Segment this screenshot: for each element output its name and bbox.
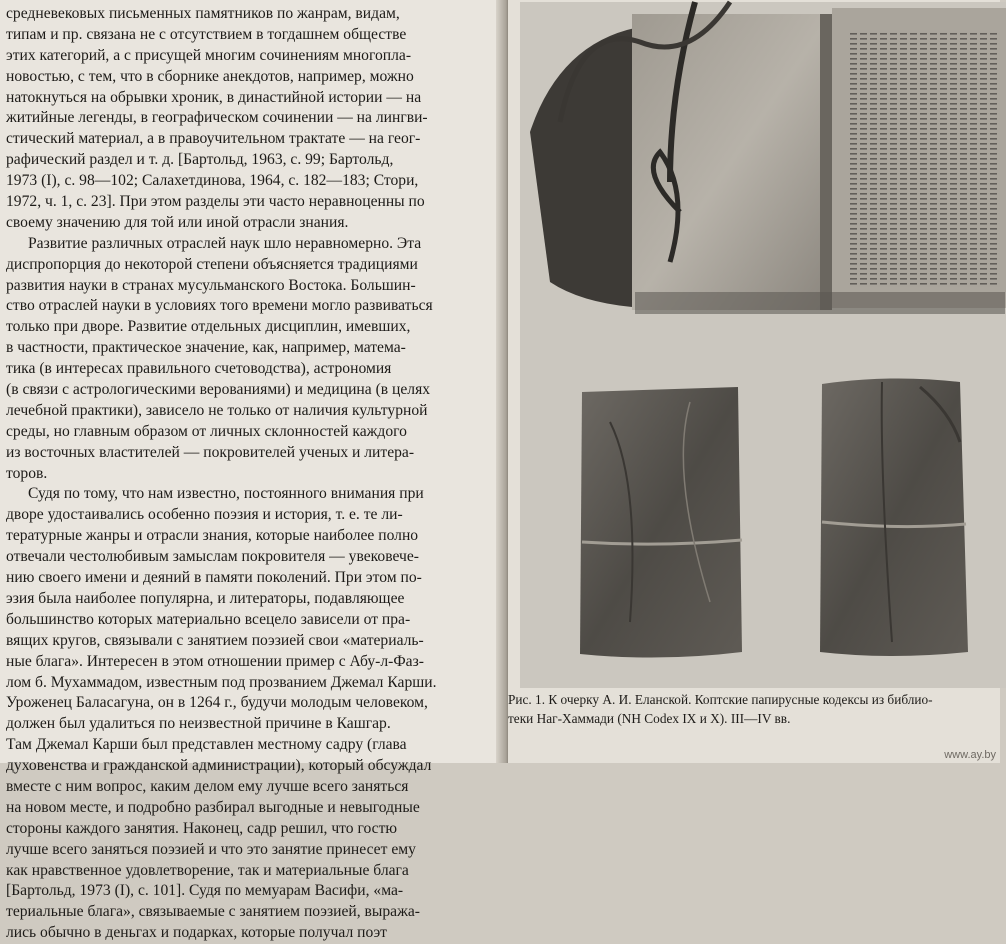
text-line: из восточных властителей — покровителей ученых и литера- [6,443,415,461]
text-line: типам и пр. связана не с отсутствием в тогдашнем обществе [6,25,407,43]
right-page [508,0,1000,763]
text-line: лись обычно в деньгах и подарках, которые получал поэт [6,924,387,942]
caption-line: теки Наг-Хаммади (NH Codex IX и X). III—IV вв. [508,711,791,726]
text-line: 1972, ч. 1, с. 23]. При этом разделы эти часто неравноценны по [6,193,425,211]
text-line: ные блага». Интересен в этом отношении пример с Абу-л-Фаз- [6,652,424,670]
text-line: териальные блага», связываемые с занятием поэзией, выража- [6,903,420,921]
text-line: стический материал, а в правоучительном трактате — на геог- [6,130,421,148]
text-line: житийные легенды, в географическом сочинении — на лингви- [6,109,428,127]
text-line: средневековых письменных памятников по жанрам, видам, [6,5,400,22]
text-line: этих категорий, а с присущей многим сочинениям многопла- [6,46,412,64]
text-line: Развитие различных отраслей наук шло неравномерно. Эта [28,234,422,252]
text-line: в частности, практическое значение, как, например, матема- [6,339,406,357]
text-line: отвечали честолюбивым замыслам покровителя — увековече- [6,548,419,566]
text-line: вящих кругов, связывали с занятием поэзией свои «материаль- [6,631,424,649]
text-line: новостью, с тем, что в сборнике анекдотов, например, можно [6,67,414,85]
codices-photo [520,2,1006,688]
codex-ix [580,387,742,658]
text-line: своему значению для той или иной отрасли знания. [6,213,349,231]
text-line: большинство которых материально всецело зависели от пра- [6,610,411,628]
text-line: дворе удостаивались особенно поэзия и история, т. е. те ли- [6,506,403,524]
text-line: на новом месте, и подробно разбирал выгодные и невыгодные [6,798,420,816]
text-line: только при дворе. Развитие отдельных дисциплин, имевших, [6,318,411,336]
text-line: эзия была наиболее популярна, и литераторы, подавляющее [6,589,405,607]
codex-x [820,378,968,656]
codex-open [530,2,1006,314]
text-line: Судя по тому, что нам известно, постоянного внимания при [28,485,424,503]
photo-plate [520,2,1006,688]
text-line: тика (в интересах правильного счетоводства), астрономия [6,360,392,378]
text-line: (в связи с астрологическими верованиями) и медицина (в целях [6,381,431,399]
watermark: www.ay.by [944,749,996,761]
body-text [6,4,492,944]
text-line: нию своего имени и деяний в памяти поколений. При этом по- [6,569,422,587]
text-line: лечебной практики), зависело не только от наличия культурной [6,401,428,419]
text-line: диспропорция до некоторой степени объясняется традициями [6,255,418,273]
text-line: лучше всего заняться поэзией и что это занятие принесет ему [6,840,416,858]
text-line: рафический раздел и т. д. [Бартольд, 1963, с. 99; Бартольд, [6,151,394,169]
text-line: 1973 (I), с. 98—102; Салахетдинова, 1964, с. 182—183; Стори, [6,172,419,190]
caption-line: Рис. 1. К очерку А. И. Еланской. Коптские папирусные кодексы из библио- [508,692,933,707]
text-line: Там Джемал Карши был представлен местному садру (глава [6,736,407,754]
text-line: ство отраслей науки в условиях того времени могло развиваться [6,297,433,315]
text-line: тературные жанры и отрасли знания, которые наиболее полно [6,527,419,545]
text-line: вместе с ним вопрос, каким делом ему лучше всего заняться [6,777,409,795]
text-line: стороны каждого занятия. Наконец, садр решил, что гостю [6,819,398,837]
text-line: как нравственное удовлетворение, так и материальные блага [6,861,409,879]
text-line: Уроженец Баласагуна, он в 1264 г., будучи молодым человеком, [6,694,428,712]
text-line: среды, но главным образом от личных склонностей каждого [6,422,407,440]
text-line: торов. [6,464,48,482]
text-line: должен был удалиться по неизвестной причине в Кашгар. [6,715,391,733]
figure-caption [508,690,1000,728]
text-line: лом б. Мухаммадом, известным под прозванием Джемал Карши. [6,673,437,691]
text-line: развития науки в странах мусульманского Востока. Большин- [6,276,416,294]
text-line: [Бартольд, 1973 (I), с. 101]. Судя по мемуарам Васифи, «ма- [6,882,404,900]
text-line: духовенства и гражданской администрации), который обсуждал [6,757,432,775]
text-line: натокнуться на обрывки хроник, в династийной истории — на [6,88,422,106]
